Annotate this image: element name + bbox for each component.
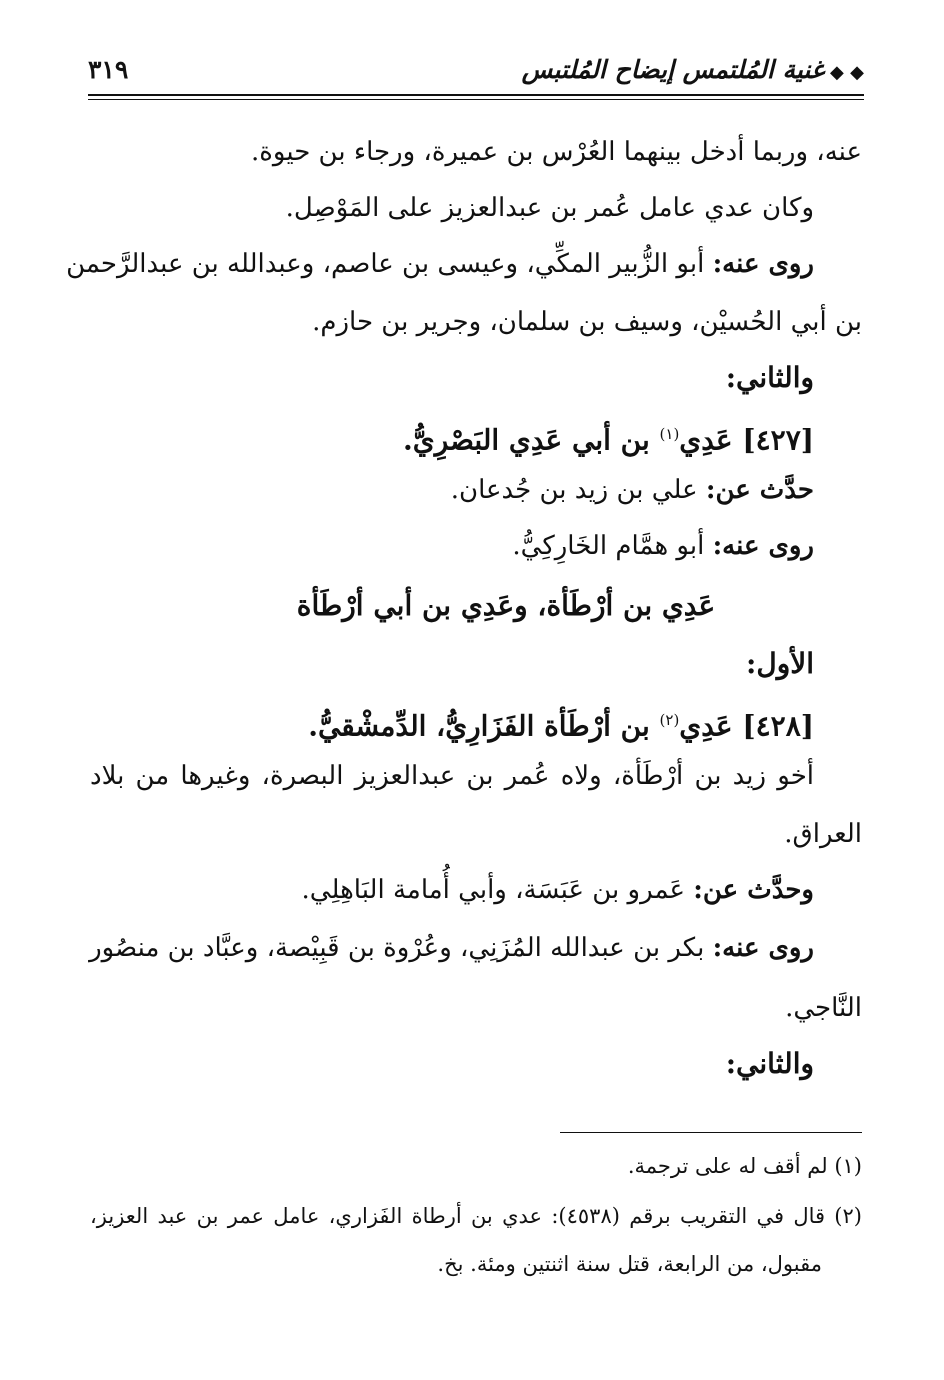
rawa-anhu-label: روى عنه: <box>712 531 814 561</box>
section-label: والثاني: <box>725 1047 814 1080</box>
rawa-anhu-label: روى عنه: <box>712 933 814 963</box>
teachers-list: عَمرو بن عَبَسَة، وأبي أُمامة البَاهِلِي. <box>301 875 694 905</box>
diamond-ornament-icon: ◆ ◆ <box>830 61 864 83</box>
text-line <box>90 518 862 574</box>
header-rule <box>88 94 864 96</box>
footnote-1: (١) لم أقف له على ترجمة. <box>627 1154 862 1178</box>
text-line: بن أبي الحُسيْن، وسيف بن سلمان، وجرير بن حازم. <box>312 307 862 337</box>
header-rule-thin <box>88 99 864 100</box>
entry-name-rest: بن أرْطَأة الفَزَارِيُّ، الدِّمشْقيُّ. <box>308 709 660 743</box>
teachers-list: علي بن زيد بن جُدعان. <box>450 475 706 505</box>
entry-heading <box>90 406 862 462</box>
entry-name-rest: بن أبي عَدِي البَصْرِيُّ. <box>403 423 660 457</box>
footnote-ref: (٢) <box>659 711 680 729</box>
text-line <box>90 462 862 518</box>
text-line <box>90 862 862 918</box>
entry-heading <box>90 692 862 748</box>
book-title-text: غنية المُلتمس إيضاح المُلتبس <box>521 54 825 84</box>
footnote-rule <box>560 1132 862 1133</box>
haddatha-an-label: حدَّث عن: <box>705 475 814 505</box>
text-line <box>90 920 862 976</box>
text-line <box>66 236 862 292</box>
text-line: أخو زيد بن أرْطَأة، ولاه عُمر بن عبدالعزيز البصرة، وغيرها من بلاد <box>90 761 814 791</box>
text-line: وكان عدي عامل عُمر بن عبدالعزيز على المَوْصِل. <box>285 193 814 223</box>
rawa-anhu-label: روى عنه: <box>712 249 814 279</box>
footnote-2-cont: مقبول، من الرابعة، قتل سنة اثنتين ومئة. بخ. <box>437 1252 822 1276</box>
text-line: عنه، وربما أدخل بينهما العُرْس بن عميرة، ورجاء بن حيوة. <box>251 137 862 167</box>
narrators-list: أبو همَّام الخَارِكِيُّ. <box>512 531 713 561</box>
running-header <box>88 48 864 90</box>
text-line: العراق. <box>784 819 862 849</box>
narrators-list: بكر بن عبدالله المُزَنِي، وعُرْوة بن قَبِيْصة، وعبَّاد بن منصُور <box>89 933 713 963</box>
section-label: الأول: <box>746 647 814 680</box>
entry-name: عَدِي <box>679 709 733 743</box>
narrators-list: أبو الزُّبير المكِّي، وعيسى بن عاصم، وعبدالله بن عبدالرَّحمن <box>66 249 713 279</box>
footnote-2: (٢) قال في التقريب برقم (٤٥٣٨): عدي بن أرطاة الفَزاري، عامل عمر بن عبد العزيز، <box>90 1204 862 1228</box>
book-title <box>522 55 864 84</box>
section-title: عَدِي بن أرْطَأة، وعَدِي بن أبي أرْطَأة <box>296 589 716 622</box>
text-line: النَّاجي. <box>785 993 862 1023</box>
section-label: والثاني: <box>725 361 814 394</box>
footnote-ref: (١) <box>659 425 680 443</box>
haddatha-an-label: وحدَّث عن: <box>693 875 814 905</box>
entry-name: عَدِي <box>679 423 733 457</box>
entry-number: [٤٢٨] <box>742 709 814 743</box>
page-number: ٣١٩ <box>88 54 129 84</box>
entry-number: [٤٢٧] <box>742 423 814 457</box>
